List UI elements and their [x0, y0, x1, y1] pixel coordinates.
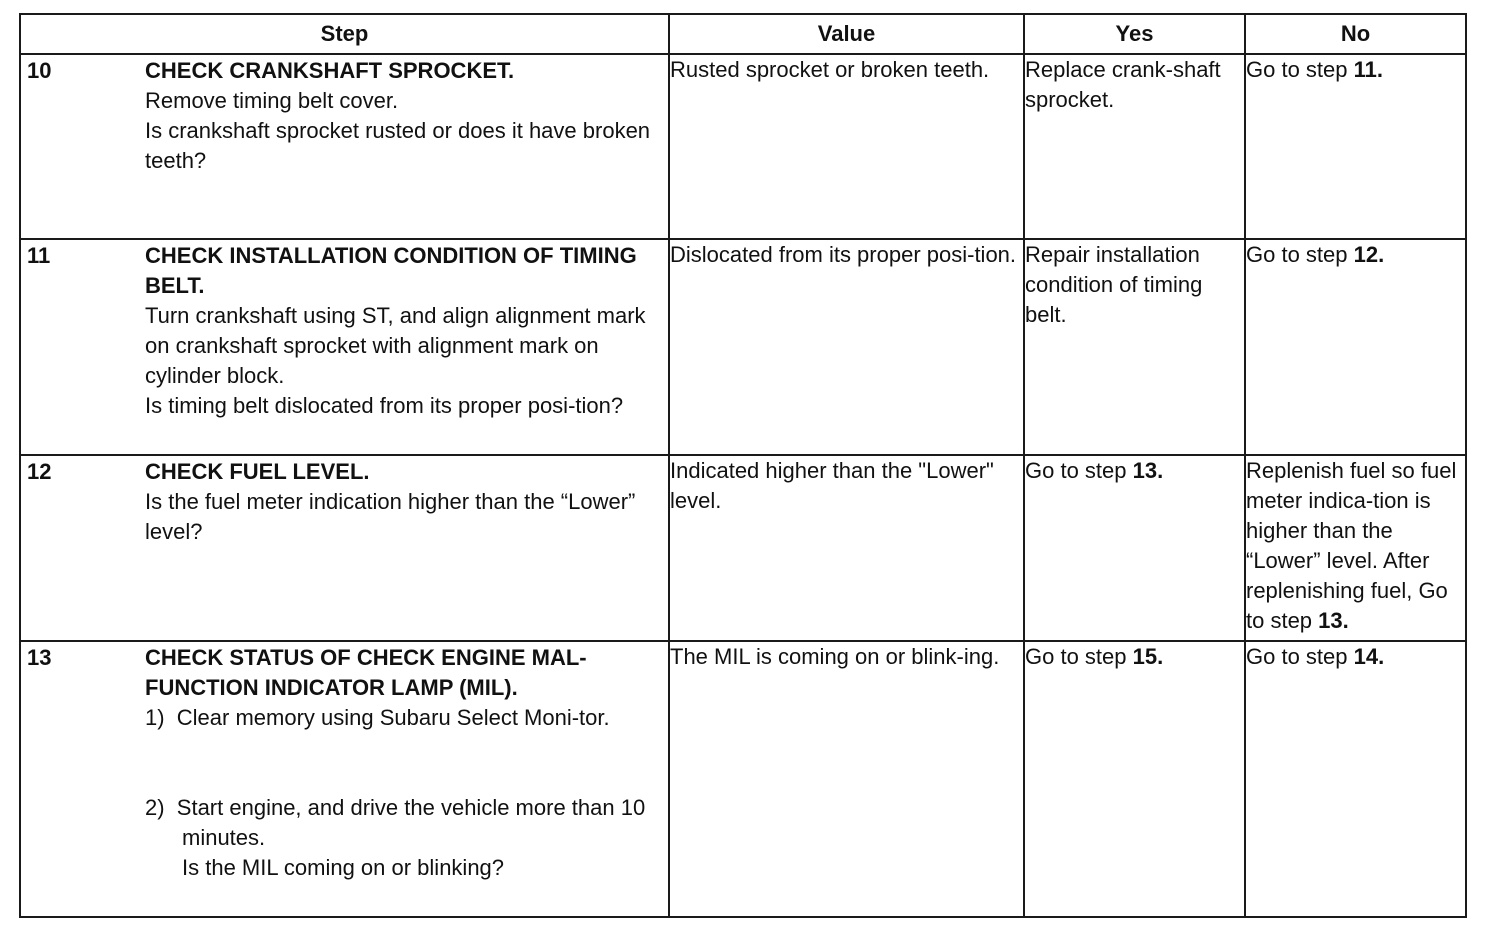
step-question: Is the fuel meter indication higher than the “Lower” level? [145, 489, 636, 544]
step-cell [20, 641, 669, 917]
substep-2: 2) Start engine, and drive the vehicle more than 10 minutes. [145, 795, 646, 850]
header-no: No [1245, 14, 1466, 54]
table-row-step-12 [20, 455, 1466, 641]
header-row [20, 14, 1466, 54]
step-title: CHECK INSTALLATION CONDITION OF TIMING BELT. [145, 243, 637, 298]
step-cell [20, 455, 669, 641]
header-step: Step [20, 14, 669, 54]
step-number: 13 [27, 645, 52, 670]
yes-text: Go to step [1025, 644, 1133, 669]
step-instruction: Remove timing belt cover. [145, 88, 399, 113]
step-title: CHECK FUEL LEVEL. [145, 459, 370, 484]
no-step-ref: 11. [1353, 57, 1383, 82]
substep-1: 1) Clear memory using Subaru Select Moni-tor. [145, 705, 610, 730]
step-number: 11 [27, 243, 51, 268]
no-step-ref: 14. [1353, 644, 1385, 669]
step-question: Is the MIL coming on or blinking? [182, 855, 505, 880]
yes-cell: Repair installation condition of timing belt. [1024, 239, 1245, 455]
no-text: Go to step [1246, 57, 1354, 82]
header-yes: Yes [1024, 14, 1245, 54]
step-cell [20, 54, 669, 239]
step-title: CHECK STATUS OF CHECK ENGINE MAL-FUNCTION INDICATOR LAMP (MIL). [145, 645, 587, 700]
yes-cell [1024, 455, 1245, 641]
step-title: CHECK CRANKSHAFT SPROCKET. [145, 58, 515, 83]
step-cell [20, 239, 669, 455]
no-text: Go to step [1246, 242, 1354, 267]
value-cell: Rusted sprocket or broken teeth. [669, 54, 1024, 239]
step-question: Is crankshaft sprocket rusted or does it have broken teeth? [145, 118, 651, 173]
no-cell [1245, 54, 1466, 239]
yes-text: Go to step [1025, 458, 1133, 483]
no-text: Go to step [1246, 644, 1354, 669]
value-cell: The MIL is coming on or blink-ing. [669, 641, 1024, 917]
step-question: Is timing belt dislocated from its proper posi-tion? [145, 393, 624, 418]
spacer [145, 733, 662, 793]
no-step-ref: 12. [1353, 242, 1385, 267]
value-cell: Dislocated from its proper posi-tion. [669, 239, 1024, 455]
no-text: Replenish fuel so fuel meter indica-tion is higher than the “Lower” level. After replenishing fuel, Go to step [1246, 458, 1457, 633]
header-value: Value [669, 14, 1024, 54]
yes-step-ref: 15. [1132, 644, 1164, 669]
table-row-step-13 [20, 641, 1466, 917]
yes-cell [1024, 641, 1245, 917]
value-cell: Indicated higher than the "Lower" level. [669, 455, 1024, 641]
no-cell [1245, 455, 1466, 641]
step-number: 10 [27, 58, 52, 83]
table-row-step-10 [20, 54, 1466, 239]
step-instruction: Turn crankshaft using ST, and align alignment mark on crankshaft sprocket with alignment mark on cylinder block. [145, 303, 646, 388]
step-number: 12 [27, 459, 52, 484]
diagnostic-table [19, 13, 1467, 918]
no-cell [1245, 641, 1466, 917]
table-row-step-11 [20, 239, 1466, 455]
no-step-ref: 13. [1318, 608, 1349, 633]
yes-step-ref: 13. [1132, 458, 1164, 483]
yes-cell: Replace crank-shaft sprocket. [1024, 54, 1245, 239]
no-cell [1245, 239, 1466, 455]
